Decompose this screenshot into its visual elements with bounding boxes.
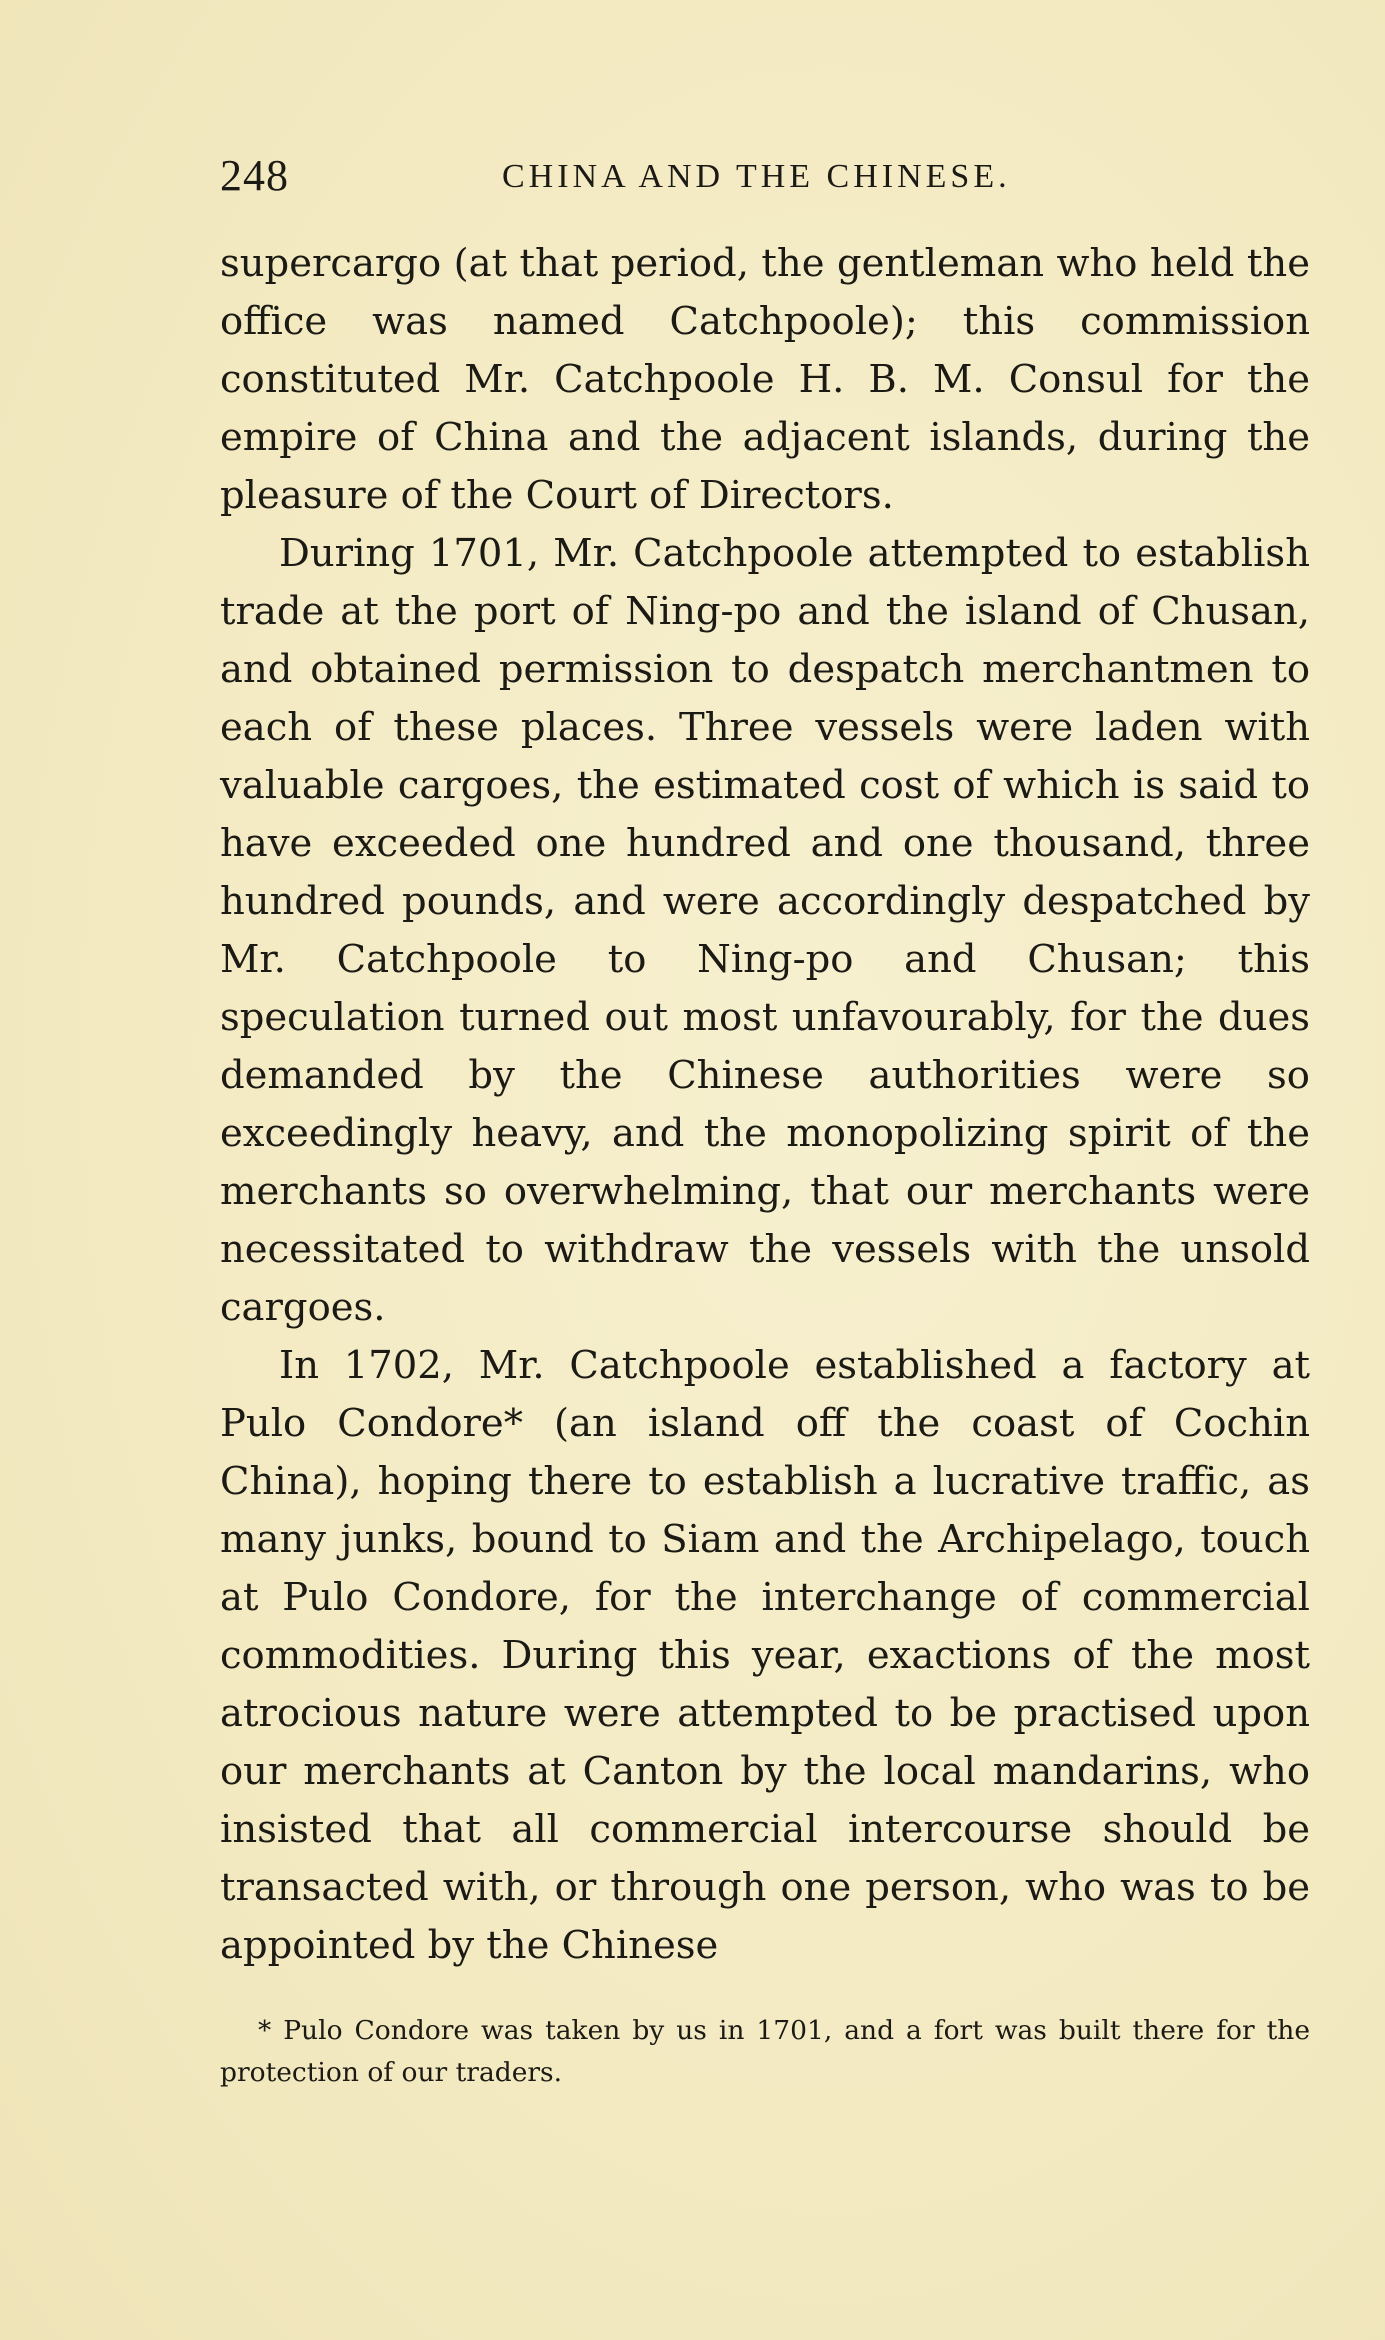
running-title: CHINA AND THE CHINESE. xyxy=(502,158,1011,195)
paragraph-1702: In 1702, Mr. Catchpoole established a factory at Pulo Condore* (an island off the coast of Cochin China), hoping there to establish a lucrative traffic, as many junks, bound to Siam and the Archipelago, touch at Pulo Condore, for the interchange of commercial commodities. During this year, exactions of the most atrocious nature were attempted to be practised upon our merchants at Canton by the local mandarins, who insisted that all commercial intercourse should be transacted with, or through one person, who was to be appointed by the Chinese xyxy=(220,1343,1310,1968)
body-text xyxy=(220,235,1310,1975)
page-number: 248 xyxy=(220,151,289,200)
paragraph-continued: supercargo (at that period, the gentleman who held the office was named Catchpoole); this commission constituted Mr. Catchpoole H. B. M. Consul for the empire of China and the adjacent islands, during the pleasure of the Court of Directors. xyxy=(220,241,1310,518)
footnote-text: * Pulo Condore was taken by us in 1701, and a fort was built there for the protection of our traders. xyxy=(220,2015,1310,2088)
paragraph-1701: During 1701, Mr. Catchpoole attempted to establish trade at the port of Ning-po and the island of Chusan, and obtained permission to despatch merchantmen to each of these places. Three vessels were laden with valuable cargoes, the estimated cost of which is said to have exceeded one hundred and one thousand, three hundred pounds, and were accordingly despatched by Mr. Catchpoole to Ning-po and Chusan; this speculation turned out most unfavourably, for the dues demanded by the Chinese authorities were so exceedingly heavy, and the monopolizing spirit of the merchants so overwhelming, that our merchants were necessitated to withdraw the vessels with the unsold cargoes. xyxy=(220,531,1310,1330)
footnote xyxy=(220,2010,1310,2094)
running-head xyxy=(220,150,1310,210)
